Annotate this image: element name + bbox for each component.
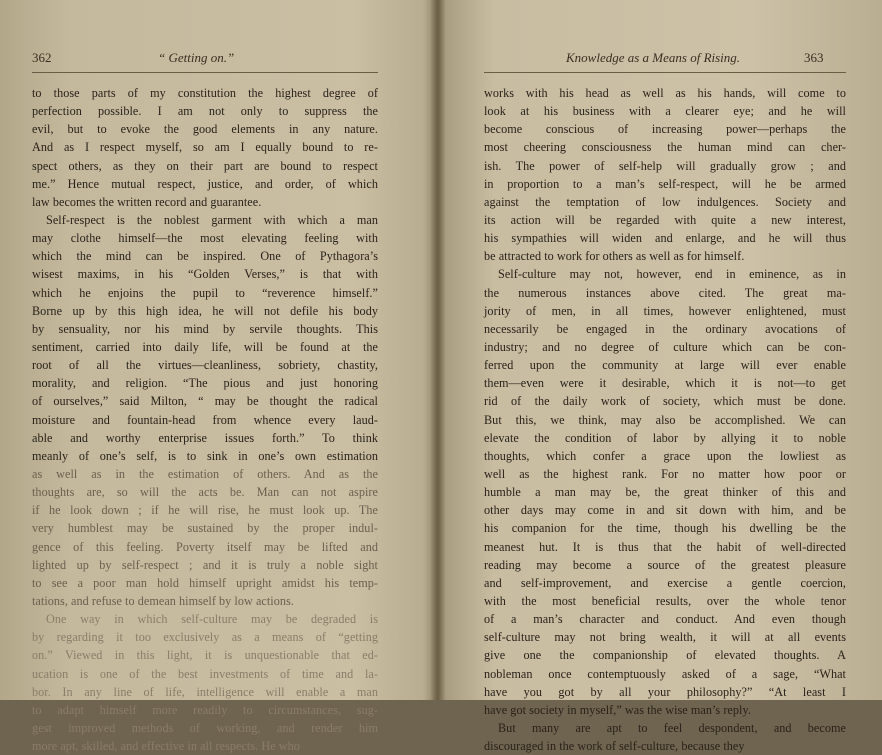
text-line: be attracted to work for others as well as for himself. <box>484 249 745 264</box>
text-line: ucation is one of the best investments of time and la- <box>32 666 378 681</box>
text-line: And as I respect myself, so am I equally bound to re- <box>32 140 378 155</box>
text-line: bor. In any line of life, intelligence will enable a man <box>32 684 378 699</box>
text-line: Borne up by this high idea, he will not defile his body <box>32 303 378 318</box>
text-line: of a man’s character and conduct. And even though <box>484 612 846 627</box>
text-line: gence of this feeling. Poverty itself may be lifted and <box>32 539 378 554</box>
text-line: spect others, as they on their part are bound to respect <box>32 158 378 173</box>
text-line: with the most beneficial results, over the whole tenor <box>484 593 846 608</box>
right-page-number: 363 <box>804 50 824 65</box>
left-running-title: “ Getting on.” <box>158 50 235 65</box>
text-line: able and worthy enterprise issues forth.” To think <box>32 430 378 445</box>
text-line: on.” Viewed in this light, it is unquestionable that ed- <box>32 648 378 663</box>
text-line: as well as in the estimation of others. And as the <box>32 466 378 481</box>
text-line: self-culture may not bring wealth, it will at all events <box>484 630 846 645</box>
text-line: against the temptation of low indulgences. Society and <box>484 194 846 209</box>
text-line: Self-culture may not, however, end in eminence, as in <box>498 267 846 282</box>
text-line: thoughts are, so will the acts be. Man can not aspire <box>32 485 378 500</box>
text-line: meanest hut. It is thus that the habit of well-directed <box>484 539 846 554</box>
text-line: may clothe himself—the most elevating feeling with <box>32 231 378 246</box>
text-line: wisest maxims, in his “Golden Verses,” is that with <box>32 267 378 282</box>
text-line: which the mind can be inspired. One of Pythagora’s <box>32 249 378 264</box>
text-line: by regarding it too exclusively as a means of “getting <box>32 630 378 645</box>
text-line: One way in which self-culture may be degraded is <box>46 612 378 627</box>
text-line: the numerous instances above cited. The great ma- <box>484 285 846 300</box>
text-line: moisture and fountain-head from whence every laud- <box>32 412 378 427</box>
text-line: law becomes the written record and guarantee. <box>32 194 262 209</box>
text-line: evil, but to evoke the good elements in any nature. <box>32 122 378 137</box>
text-line: gest improved methods of working, and render him <box>32 720 378 735</box>
text-line: rid of the daily work of society, which must be done. <box>484 394 846 409</box>
text-line: its action will be regarded with quite a new interest, <box>484 212 846 227</box>
text-line: give one the companionship of elevated thoughts. A <box>484 648 846 663</box>
text-line: if he look down ; if he will rise, he must look up. The <box>32 503 378 518</box>
text-line: which he enjoins the pupil to “reverence himself.” <box>32 285 378 300</box>
text-line: nobleman once contemptuously asked of a sage, “What <box>484 666 846 681</box>
text-line: root of all the virtues—cleanliness, sobriety, chastity, <box>32 358 378 373</box>
right-page <box>440 0 882 754</box>
text-line: well as the highest rank. For no matter how poor or <box>484 466 846 481</box>
text-line: ish. The power of self-help will gradually grow ; and <box>484 158 846 173</box>
text-line: have you got by all your philosophy?” “At least I <box>484 684 846 699</box>
right-running-title: Knowledge as a Means of Rising. <box>566 50 741 65</box>
text-line: But many are apt to feel despondent, and become <box>498 720 846 735</box>
text-line: most cheering consciousness the human mind can cher- <box>484 140 846 155</box>
right-body-text <box>484 84 846 755</box>
right-header-rule <box>484 72 846 73</box>
left-body-text <box>32 84 378 755</box>
text-line: of ourselves,” said Milton, “ may be thought the radical <box>32 394 378 409</box>
left-header-rule <box>32 72 378 73</box>
text-line: morality, and religion. “The pious and just honoring <box>32 376 378 391</box>
text-line: jority of men, in all times, however enlightened, must <box>484 303 846 318</box>
text-line: lighted up by self-respect ; and it is truly a noble sight <box>32 557 378 572</box>
text-line: very humblest may be sustained by the proper indul- <box>32 521 378 536</box>
left-page-number: 362 <box>32 50 52 65</box>
text-line: But this, we think, may also be accomplished. We can <box>484 412 846 427</box>
text-line: more apt, skilled, and effective in all respects. He who <box>32 739 300 754</box>
text-line: and self-improvement, and exercise a gentle coercion, <box>484 575 846 590</box>
text-line: humble a man may be, the great thinker of this and <box>484 485 846 500</box>
text-line: to those parts of my constitution the highest degree of <box>32 86 378 100</box>
text-line: elevate the condition of labor by allying it to noble <box>484 430 846 445</box>
text-line: his sympathies will widen and enlarge, and he will thus <box>484 231 846 246</box>
text-line: become conscious of increasing power—perhaps the <box>484 122 846 137</box>
text-line: sentiment, carried into daily life, will be found at the <box>32 339 378 354</box>
text-line: discouraged in the work of self-culture, because they <box>484 739 745 754</box>
text-line: in proportion to a man’s self-respect, will he be armed <box>484 176 846 191</box>
text-line: ferred upon the community at large will ever enable <box>484 358 846 373</box>
text-line: Self-respect is the noblest garment with which a man <box>46 212 378 227</box>
left-page <box>0 0 434 754</box>
text-line: works with his head as well as his hands, will come to <box>484 86 846 100</box>
text-line: look at his business with a clearer eye; and he will <box>484 104 846 119</box>
text-line: tations, and refuse to demean himself by low actions. <box>32 593 294 608</box>
text-line: to adapt himself more readily to circumstances, sug- <box>32 702 378 717</box>
text-line: other days may come in and sit down with him, and be <box>484 503 846 518</box>
text-line: by sensuality, nor his mind by servile thoughts. This <box>32 321 378 336</box>
text-line: industry; and no degree of culture which can be con- <box>484 339 846 354</box>
text-line: them—even were it desirable, which it is not—to get <box>484 376 846 391</box>
text-line: have got society in myself,” was the wise man’s reply. <box>484 702 751 717</box>
text-line: his companion for the time, though his dwelling be the <box>484 521 846 536</box>
text-line: perfection possible. I am not only to suppress the <box>32 104 378 119</box>
text-line: thoughts, which confer a grace upon the lowliest as <box>484 448 846 463</box>
text-line: reading may become a source of the greatest pleasure <box>484 557 846 572</box>
text-line: necessarily be engaged in the ordinary avocations of <box>484 321 846 336</box>
text-line: meanly of one’s self, is to sink in one’s own estimation <box>32 448 378 463</box>
text-line: to see a poor man hold himself upright amidst his temp- <box>32 575 378 590</box>
text-line: me.” Hence mutual respect, justice, and order, of which <box>32 176 378 191</box>
